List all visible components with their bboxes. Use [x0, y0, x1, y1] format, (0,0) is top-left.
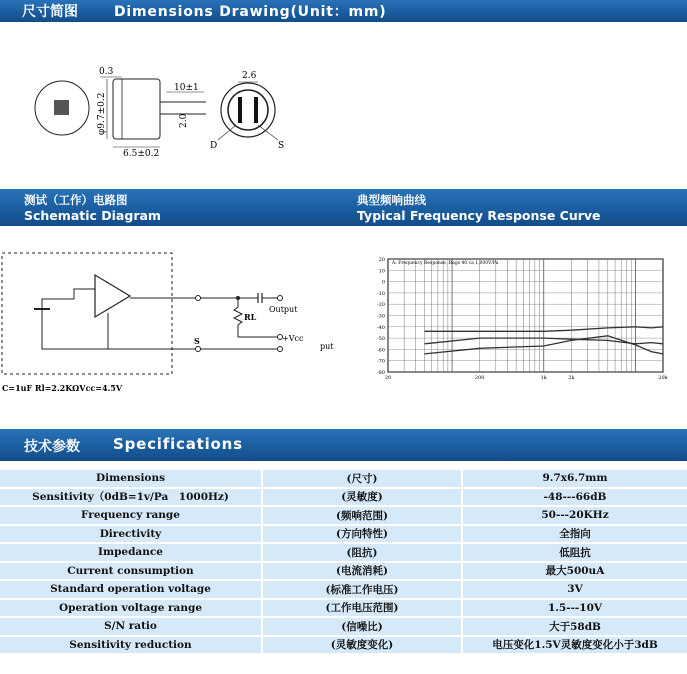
- y-tick-label: -60: [376, 347, 385, 354]
- x-tick-label: 20: [384, 375, 392, 381]
- wire-mic: [42, 289, 95, 309]
- label-pin-spacing: 2.6: [242, 71, 257, 81]
- frequency-response-chart: [372, 245, 672, 380]
- y-tick-label: -10: [376, 290, 385, 297]
- spec-name: Current consumption: [0, 563, 263, 580]
- specs-title-en: Specifications: [113, 435, 243, 453]
- x-tick-label: 1k: [540, 375, 547, 381]
- back-pin-d: [238, 97, 242, 123]
- fet-amplifier: [95, 275, 130, 317]
- spec-name: Dimensions: [0, 470, 263, 487]
- label-pin-length: 10±1: [174, 83, 199, 93]
- spec-name: Standard operation voltage: [0, 581, 263, 598]
- label-pin-s: S: [278, 141, 285, 151]
- label-diameter: φ9.7±0.2: [97, 92, 107, 135]
- schematic-diagram: [0, 245, 345, 405]
- spec-value: 50---20KHz: [463, 507, 687, 524]
- microphone-box: [2, 253, 172, 374]
- dimensions-header-band: [0, 0, 687, 22]
- specs-header-band: [0, 429, 687, 461]
- spec-name-cn: (标准工作电压): [263, 581, 463, 598]
- schematic-title-en: Schematic Diagram: [24, 208, 161, 223]
- label-pin-gap: 2.0: [179, 113, 189, 128]
- y-tick-label: 0: [381, 279, 385, 286]
- x-tick-label: 200: [474, 375, 485, 381]
- spec-row: [0, 581, 687, 598]
- dimensions-title-cn: 尺寸简图: [22, 4, 78, 20]
- y-tick-label: -20: [376, 302, 385, 309]
- spec-value: 电压变化1.5V灵敏度变化小于3dB: [463, 637, 687, 654]
- back-view-inner: [228, 90, 268, 130]
- spec-value: 1.5---10V: [463, 600, 687, 617]
- terminal-ground: [278, 347, 283, 352]
- y-tick-label: -40: [376, 324, 385, 331]
- spec-value: 3V: [463, 581, 687, 598]
- spec-value: -48---66dB: [463, 489, 687, 506]
- spec-name-cn: (频响范围): [263, 507, 463, 524]
- y-tick-label: 20: [378, 257, 385, 263]
- spec-name: Sensitivity（0dB=1v/Pa 1000Hz): [0, 489, 263, 506]
- terminal-d: [196, 296, 201, 301]
- terminal-output: [278, 296, 283, 301]
- spec-value: 最大500uA: [463, 563, 687, 580]
- label-vcc: +Vcc: [282, 334, 304, 343]
- spec-value: 低阻抗: [463, 544, 687, 561]
- label-pin-d: D: [210, 141, 218, 151]
- y-tick-label: -70: [376, 358, 385, 365]
- spec-name-cn: (阻抗): [263, 544, 463, 561]
- spec-value: 9.7x6.7mm: [463, 470, 687, 487]
- spec-name-cn: (灵敏度变化): [263, 637, 463, 654]
- front-view-mesh: [54, 100, 69, 115]
- label-s: S: [194, 336, 200, 346]
- spec-value: 全指向: [463, 526, 687, 543]
- y-tick-label: 10: [378, 268, 385, 275]
- spec-name: Sensitivity reduction: [0, 637, 263, 654]
- schematic-header-band: [0, 189, 687, 226]
- x-tick-label: 2k: [568, 375, 575, 381]
- spec-name-cn: (工作电压范围): [263, 600, 463, 617]
- spec-row: [0, 470, 687, 487]
- spec-row: [0, 507, 687, 524]
- back-view-outer: [221, 83, 275, 137]
- spec-name-cn: (尺寸): [263, 470, 463, 487]
- spec-row: [0, 637, 687, 654]
- y-tick-label: -30: [376, 313, 385, 320]
- schematic-caption: C=1uF Rl=2.2KΩVcc=4.5V: [2, 383, 123, 393]
- chart-header: A: Frequency Response, Rags 40 ca 1,000V/Pa: [392, 261, 499, 266]
- label-top-thickness: 0.3: [99, 67, 114, 77]
- y-tick-label: -50: [376, 336, 385, 343]
- spec-name: Directivity: [0, 526, 263, 543]
- spec-row: [0, 600, 687, 617]
- spec-row: [0, 526, 687, 543]
- spec-name: Frequency range: [0, 507, 263, 524]
- terminal-s: [196, 347, 201, 352]
- spec-name-cn: (方向特性): [263, 526, 463, 543]
- response-title-en: Typical Frequency Response Curve: [357, 208, 601, 223]
- back-pin-s: [254, 97, 258, 123]
- label-rl: RL: [244, 312, 257, 322]
- spec-name-cn: (电流消耗): [263, 563, 463, 580]
- spec-name: Operation voltage range: [0, 600, 263, 617]
- spec-name: S/N ratio: [0, 618, 263, 635]
- label-height: 6.5±0.2: [123, 149, 160, 159]
- x-tick-label: 20k: [658, 375, 668, 381]
- dimensions-drawing: [0, 30, 687, 190]
- spec-name-cn: (灵敏度): [263, 489, 463, 506]
- specifications-table: [0, 468, 687, 655]
- dimensions-title-en: Dimensions Drawing(Unit：mm): [114, 4, 387, 20]
- specs-title-cn: 技术参数: [24, 439, 80, 455]
- spec-row: [0, 489, 687, 506]
- spec-value: 大于58dB: [463, 618, 687, 635]
- side-view-body: [113, 79, 160, 139]
- y-tick-label: -80: [376, 370, 385, 376]
- label-input: put: [320, 342, 334, 351]
- schematic-title-cn: 测试（工作）电路图: [24, 193, 128, 207]
- label-output: Output: [269, 305, 298, 314]
- spec-name-cn: (信噪比): [263, 618, 463, 635]
- spec-row: [0, 563, 687, 580]
- spec-name: Impedance: [0, 544, 263, 561]
- spec-row: [0, 544, 687, 561]
- response-title-cn: 典型频响曲线: [357, 193, 426, 207]
- spec-row: [0, 618, 687, 635]
